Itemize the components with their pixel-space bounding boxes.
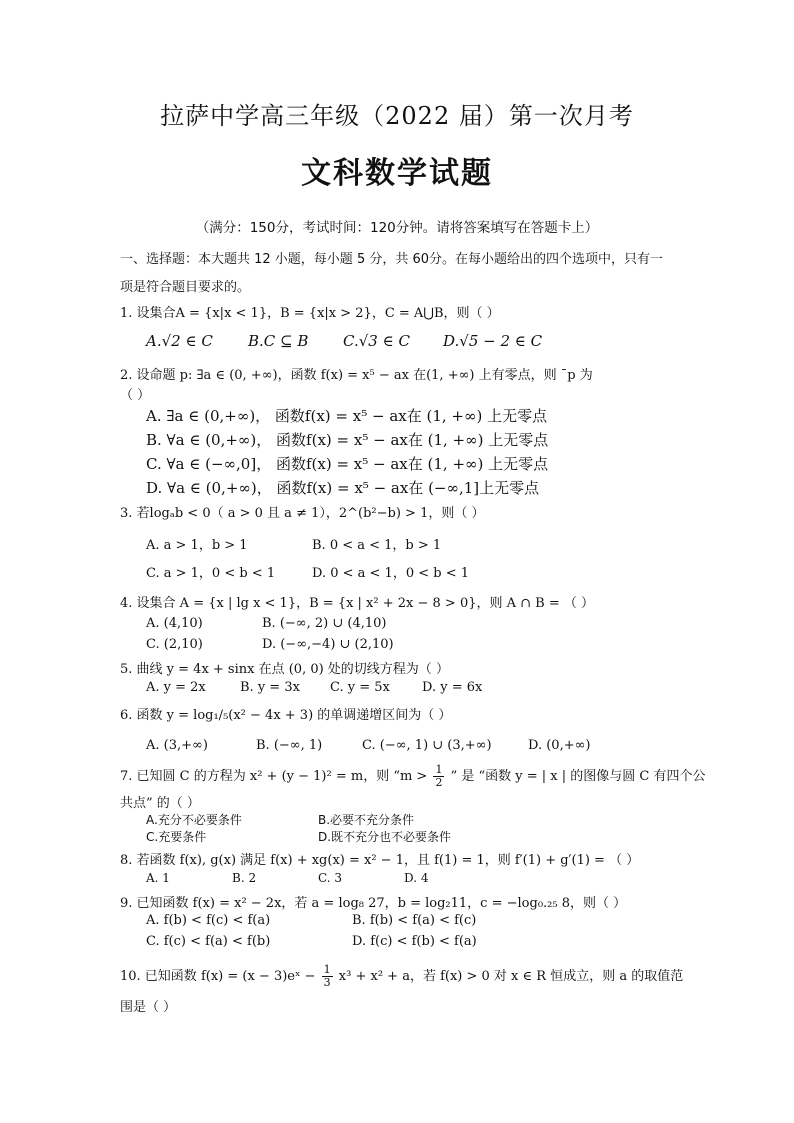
q7-stem-post: ” 是 “函数 y = | x | 的图像与圆 C 有四个公	[450, 769, 706, 784]
section-intro-line1: 一、选择题：本大题共 12 小题，每小题 5 分，共 60分。在每小题给出的四个选项中，只有一	[120, 252, 664, 267]
q9-stem: 9. 已知函数 f(x) = x² − 2x，若 a = log₈ 27，b = log₂11，c = −log₀.₂₅ 8，则（ ）	[120, 896, 627, 911]
q10-frac-den: 3	[323, 976, 331, 989]
q1-option-d: D.√5 − 2 ∈ C	[443, 332, 543, 350]
q4-option-b: B. (−∞, 2) ∪ (4,10)	[262, 616, 387, 631]
q9-option-d: D. f(c) < f(b) < f(a)	[352, 934, 477, 949]
q2-stem: 2. 设命题 p: ∃a ∈ (0, +∞)，函数 f(x) = x⁵ − ax 在(1, +∞) 上有零点，则 ˉp 为	[120, 368, 593, 383]
q4-option-a: A. (4,10)	[146, 616, 203, 631]
q6-option-c: C. (−∞, 1) ∪ (3,+∞)	[362, 738, 492, 753]
q10-fraction	[322, 964, 333, 989]
q7-option-d: D.既不充分也不必要条件	[318, 830, 452, 844]
q1-stem: 1. 设集合A = {x|x < 1}，B = {x|x > 2}，C = A⋃B，则（ ）	[120, 306, 500, 321]
q5-option-a: A. y = 2x	[146, 680, 206, 695]
q1-option-a: A.√2 ∈ C	[146, 332, 213, 350]
q9-option-a: A. f(b) < f(c) < f(a)	[146, 913, 271, 928]
q9-option-c: C. f(c) < f(a) < f(b)	[146, 934, 271, 949]
q3-option-d: D. 0 < a < 1，0 < b < 1	[312, 566, 470, 581]
exam-title: 拉萨中学高三年级（2022 届）第一次月考	[160, 102, 634, 130]
q5-option-c: C. y = 5x	[330, 680, 390, 695]
q4-stem: 4. 设集合 A = {x | lg x < 1}，B = {x | x² + 2x − 8 > 0}，则 A ∩ B = （ ）	[120, 596, 595, 611]
q7-frac-num: 1	[435, 763, 443, 776]
q3-option-c: C. a > 1，0 < b < 1	[146, 566, 276, 581]
q3-stem: 3. 若logₐb < 0（ a > 0 且 a ≠ 1），2^(b²−b) > 1，则（ ）	[120, 506, 485, 521]
q2-option-c: C. ∀a ∈ (−∞,0]， 函数f(x) = x⁵ − ax在 (1, +∞) 上无零点	[146, 455, 549, 473]
q6-option-d: D. (0,+∞)	[528, 738, 591, 753]
q5-option-d: D. y = 6x	[422, 680, 483, 695]
q5-option-b: B. y = 3x	[240, 680, 300, 695]
q9-option-b: B. f(b) < f(a) < f(c)	[352, 913, 477, 928]
exam-subtitle: 文科数学试题	[301, 156, 493, 191]
q6-option-a: A. (3,+∞)	[146, 738, 208, 753]
q2-option-b: B. ∀a ∈ (0,+∞)， 函数f(x) = x⁵ − ax在 (1, +∞) 上无零点	[146, 431, 549, 449]
q8-option-b: B. 2	[232, 871, 257, 885]
q5-stem: 5. 曲线 y = 4x + sinx 在点 (0, 0) 处的切线方程为（ ）	[120, 662, 449, 677]
q7-option-c: C.充要条件	[146, 830, 207, 844]
q8-stem: 8. 若函数 f(x), g(x) 满足 f(x) + xg(x) = x² − 1，且 f(1) = 1，则 f′(1) + g′(1) = （ ）	[120, 853, 640, 868]
q7-stem	[120, 764, 706, 789]
q4-option-d: D. (−∞,−4) ∪ (2,10)	[262, 637, 394, 652]
section-intro-line2: 项是符合题目要求的。	[120, 280, 251, 295]
q10-frac-num: 1	[323, 963, 331, 976]
q2-paren: （ ）	[120, 388, 151, 403]
q8-option-d: D. 4	[404, 871, 429, 885]
q8-option-c: C. 3	[318, 871, 343, 885]
q10-stem-post: x³ + x² + a，若 f(x) > 0 对 x ∈ R 恒成立，则 a 的取值范	[338, 969, 684, 984]
q7-stem-line2: 共点” 的（ ）	[120, 796, 200, 811]
q7-option-b: B.必要不充分条件	[318, 813, 415, 827]
q7-frac-den: 2	[435, 776, 443, 789]
exam-note: （满分：150分，考试时间：120分钟。请将答案填写在答题卡上）	[195, 220, 599, 236]
q3-option-a: A. a > 1，b > 1	[146, 538, 248, 553]
q10-stem	[120, 964, 683, 989]
q1-option-c: C.√3 ∈ C	[343, 332, 410, 350]
q7-stem-pre: 7. 已知圆 C 的方程为 x² + (y − 1)² = m，则 “m >	[120, 769, 428, 784]
q2-option-d: D. ∀a ∈ (0,+∞)， 函数f(x) = x⁵ − ax在 (−∞,1]上无零点	[146, 479, 540, 497]
q2-option-a: A. ∃a ∈ (0,+∞)， 函数f(x) = x⁵ − ax在 (1, +∞) 上无零点	[146, 407, 548, 425]
q4-option-c: C. (2,10)	[146, 637, 203, 652]
q6-stem: 6. 函数 y = log₁/₅(x² − 4x + 3) 的单调递增区间为（ ）	[120, 708, 452, 723]
q10-stem-pre: 10. 已知函数 f(x) = (x − 3)eˣ −	[120, 969, 316, 984]
q3-option-b: B. 0 < a < 1，b > 1	[312, 538, 442, 553]
q7-fraction	[433, 764, 444, 789]
q10-stem-line2: 围是（ ）	[120, 1000, 177, 1015]
q7-option-a: A.充分不必要条件	[146, 813, 242, 827]
q8-option-a: A. 1	[146, 871, 170, 885]
q6-option-b: B. (−∞, 1)	[256, 738, 323, 753]
q1-option-b: B.C ⊆ B	[248, 332, 309, 350]
